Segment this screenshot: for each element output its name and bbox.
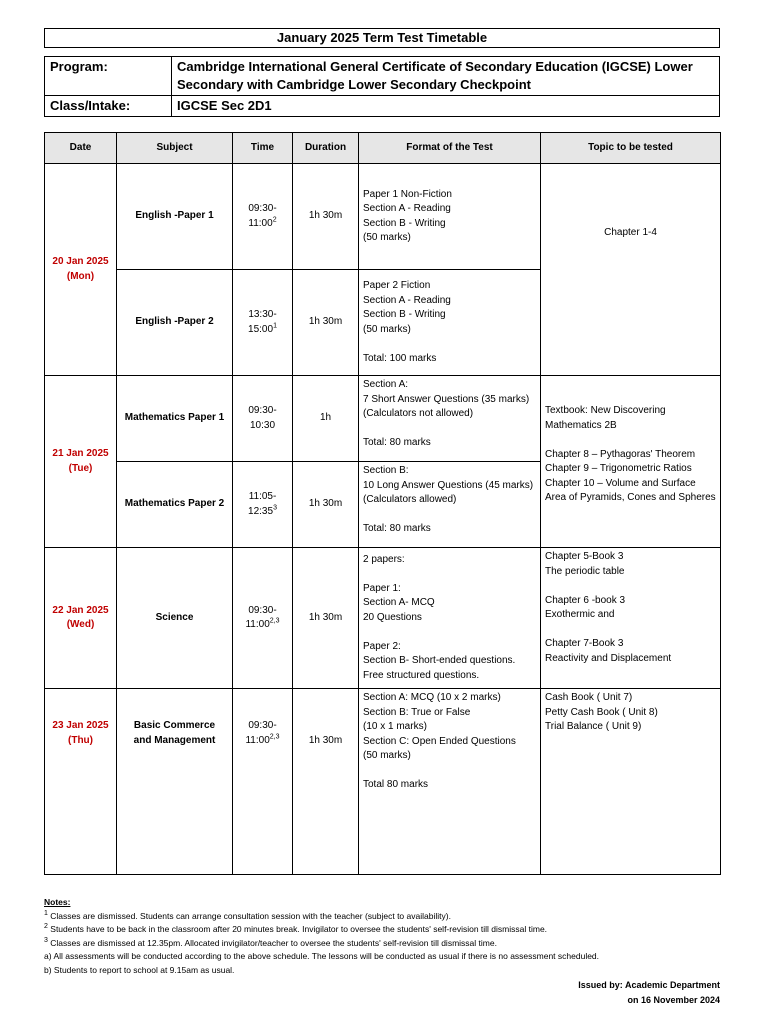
note-text: Classes are dismissed. Students can arrange consultation session with the teacher (subject to availability). (50, 910, 451, 921)
table-row (45, 689, 721, 875)
header-subject: Subject (117, 133, 233, 164)
header-duration: Duration (293, 133, 359, 164)
date-text: 21 Jan 2025 (52, 448, 109, 459)
time-cell (233, 689, 293, 875)
weekday-text: (Thu) (68, 734, 93, 746)
time-note-mark: 2,3 (269, 617, 280, 625)
subject-cell: Mathematics Paper 1 (117, 376, 233, 462)
note-item (44, 937, 720, 951)
note-text: b) Students to report to school at 9.15am as usual. (44, 964, 235, 975)
time-text: 09:30- 10:30 (248, 405, 277, 431)
note-mark: 1 (44, 909, 48, 917)
topic-cell: Chapter 5-Book 3 The periodic table Chapter 6 -book 3 Exothermic and Chapter 7-Book 3 Reactivity and Displacement (541, 548, 721, 689)
notes-heading: Notes: (44, 897, 71, 907)
note-item (44, 910, 720, 924)
timetable (44, 132, 721, 875)
class-row (45, 96, 720, 117)
time-text: 09:30- 11:00 (248, 203, 277, 229)
time-cell (233, 548, 293, 689)
time-cell (233, 462, 293, 548)
note-text: a) All assessments will be conducted according to the above schedule. The lessons will be conducted as usual if there is no assessment scheduled. (44, 951, 600, 961)
format-cell: Section A: MCQ (10 x 2 marks) Section B: True or False (10 x 1 marks) Section C: Open Ended Questions (50 marks) Total 80 marks (359, 689, 541, 875)
weekday-text: (Tue) (68, 462, 93, 474)
format-cell: Section B: 10 Long Answer Questions (45 marks) (Calculators allowed) Total: 80 marks (359, 462, 541, 548)
time-text: 11:05- 12:35 (248, 491, 277, 517)
note-item (44, 950, 720, 964)
issued-date-line: on 16 November 2024 (627, 995, 720, 1005)
subject-cell: English -Paper 1 (117, 164, 233, 270)
subject-cell: Mathematics Paper 2 (117, 462, 233, 548)
issued-by-line: Issued by: Academic Department (578, 980, 720, 990)
format-cell: Paper 2 Fiction Section A - Reading Section B - Writing (50 marks) Total: 100 marks (359, 270, 541, 376)
date-cell (45, 689, 117, 875)
duration-cell: 1h 30m (293, 462, 359, 548)
note-text: Classes are dismissed at 12.35pm. Allocated invigilator/teacher to oversee the students' self-revision till dismissal time. (50, 937, 497, 948)
duration-cell: 1h (293, 376, 359, 462)
date-cell (45, 376, 117, 548)
subject-cell: Science (117, 548, 233, 689)
topic-cell: Textbook: New Discovering Mathematics 2B Chapter 8 – Pythagoras' Theorem Chapter 9 – Trigonometric Ratios Chapter 10 – Volume and Surface Area of Pyramids, Cones and Spheres (541, 376, 721, 548)
topic-cell: Cash Book ( Unit 7) Petty Cash Book ( Unit 8) Trial Balance ( Unit 9) (541, 689, 721, 875)
weekday-text: (Mon) (66, 270, 95, 282)
note-mark: 3 (44, 936, 48, 944)
time-text: 13:30- 15:00 (248, 309, 277, 335)
notes-section (44, 896, 720, 977)
program-label: Program: (45, 57, 172, 96)
topic-cell: Chapter 1-4 (541, 164, 721, 376)
program-row (45, 57, 720, 96)
time-cell (233, 270, 293, 376)
program-info-table (44, 56, 720, 117)
format-cell: 2 papers: Paper 1: Section A- MCQ 20 Questions Paper 2: Section B- Short-ended questions. Free structured questions. (359, 548, 541, 689)
page-title: January 2025 Term Test Timetable (44, 28, 720, 48)
time-cell (233, 164, 293, 270)
duration-cell: 1h 30m (293, 548, 359, 689)
table-row (45, 548, 721, 689)
header-format: Format of the Test (359, 133, 541, 164)
table-row (45, 164, 721, 270)
header-topic: Topic to be tested (541, 133, 721, 164)
note-mark: 2 (44, 923, 48, 931)
weekday-text: (Wed) (66, 619, 95, 630)
time-note-mark: 3 (273, 504, 277, 512)
date-cell (45, 164, 117, 376)
class-label: Class/Intake: (45, 96, 172, 117)
header-time: Time (233, 133, 293, 164)
time-note-mark: 1 (273, 322, 277, 330)
header-date: Date (45, 133, 117, 164)
note-item (44, 964, 720, 978)
time-note-mark: 2,3 (269, 733, 280, 741)
format-cell: Paper 1 Non-Fiction Section A - Reading Section B - Writing (50 marks) (359, 164, 541, 270)
timetable-header-row (45, 133, 721, 164)
date-text: 22 Jan 2025 (52, 604, 109, 616)
subject-cell: English -Paper 2 (117, 270, 233, 376)
duration-cell: 1h 30m (293, 270, 359, 376)
duration-cell: 1h 30m (293, 689, 359, 875)
program-value: Cambridge International General Certificate of Secondary Education (IGCSE) Lower Secondary with Cambridge Lower Secondary Checkpoint (172, 57, 720, 96)
table-row (45, 376, 721, 462)
date-text: 23 Jan 2025 (52, 720, 109, 731)
date-text: 20 Jan 2025 (52, 256, 109, 267)
issued-by (578, 978, 720, 1008)
time-cell (233, 376, 293, 462)
format-cell: Section A: 7 Short Answer Questions (35 marks) (Calculators not allowed) Total: 80 marks (359, 376, 541, 462)
time-text: 09:30- 11:00 (245, 604, 277, 630)
subject-cell: Basic Commerce and Management (117, 689, 233, 875)
note-item (44, 923, 720, 937)
date-cell (45, 548, 117, 689)
time-text: 09:30- 11:00 (245, 720, 277, 746)
duration-cell: 1h 30m (293, 164, 359, 270)
time-note-mark: 2 (272, 216, 277, 224)
note-text: Students have to be back in the classroom after 20 minutes break. Invigilator to oversee the students' self-revision till dismissal time. (50, 924, 548, 934)
class-value: IGCSE Sec 2D1 (172, 96, 720, 117)
